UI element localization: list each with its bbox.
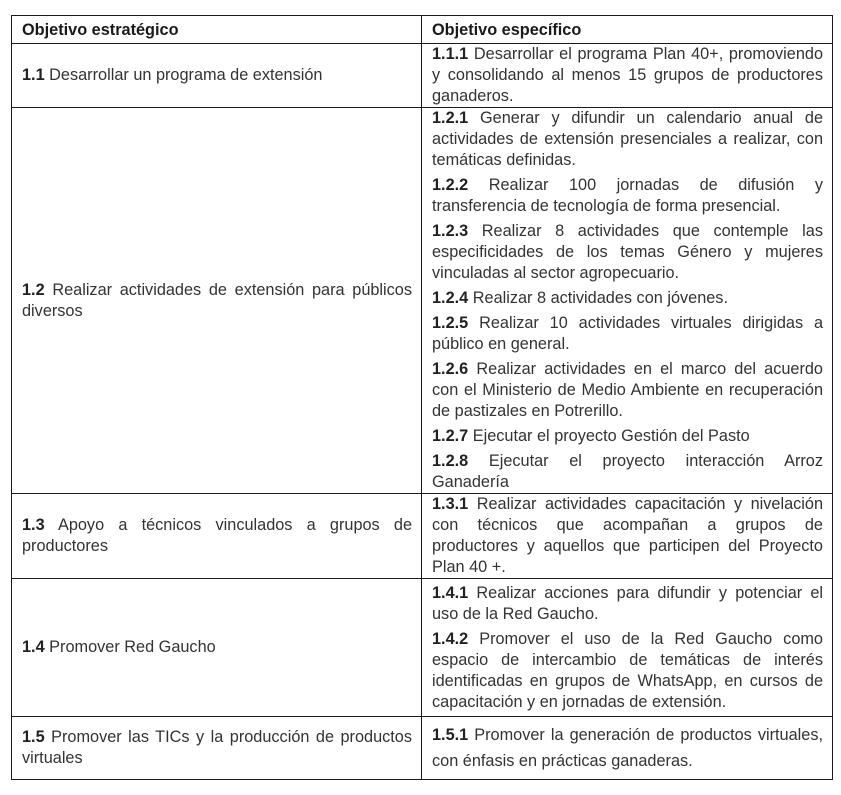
strategic-objective-cell xyxy=(12,717,422,780)
specific-objective xyxy=(432,44,823,107)
objective-code: 1.4.1 xyxy=(432,583,469,602)
objective-text: Ejecutar el proyecto interacción Arroz Ganadería xyxy=(432,452,823,491)
table-row xyxy=(12,717,833,780)
objective-code: 1.1.1 xyxy=(432,45,469,63)
objective-text: Apoyo a técnicos vinculados a grupos de productores xyxy=(22,516,413,555)
objective-code: 1.3.1 xyxy=(432,495,469,513)
objective-code: 1.2.6 xyxy=(432,360,469,378)
specific-objectives-cell xyxy=(422,108,833,494)
table-row xyxy=(12,108,833,494)
objective-code: 1.2.1 xyxy=(432,109,469,127)
objective-code: 1.5 xyxy=(22,728,45,746)
objective-code: 1.2.3 xyxy=(432,222,469,240)
objective-text: Realizar 100 jornadas de difusión y transferencia de tecnología de forma presencial. xyxy=(432,176,823,215)
specific-objective xyxy=(432,288,823,309)
objectives-table xyxy=(11,15,833,780)
objective-text: Realizar 8 actividades con jóvenes. xyxy=(472,289,728,307)
objective-code: 1.2.2 xyxy=(432,176,469,194)
strategic-objective-cell xyxy=(12,579,422,717)
objective-text: Realizar actividades en el marco del acuerdo con el Ministerio de Medio Ambiente en recuperación de pastizales en Potrerillo. xyxy=(432,360,823,420)
specific-objectives-cell xyxy=(422,717,833,780)
objective-code: 1.2.7 xyxy=(432,427,469,445)
objective-code: 1.2.5 xyxy=(432,314,469,332)
objective-code: 1.5.1 xyxy=(432,726,469,744)
header-strategic-objective: Objetivo estratégico xyxy=(12,16,422,44)
specific-objective xyxy=(432,359,823,422)
header-row xyxy=(12,16,833,44)
objective-text: Realizar 10 actividades virtuales dirigidas a público en general. xyxy=(432,314,824,353)
objective-text: Promover Red Gaucho xyxy=(49,638,216,656)
table-row xyxy=(12,44,833,108)
specific-objective xyxy=(432,108,823,171)
specific-objective xyxy=(432,426,823,447)
specific-objective xyxy=(432,313,823,355)
specific-objectives-cell xyxy=(422,44,833,108)
table-row xyxy=(12,579,833,717)
objective-text: Promover las TICs y la producción de productos virtuales xyxy=(22,728,412,767)
table-header xyxy=(12,16,833,44)
objective-code: 1.2.8 xyxy=(432,452,469,470)
objective-text: Ejecutar el proyecto Gestión del Pasto xyxy=(472,427,750,445)
objective-text: Promover la generación de productos virtuales, con énfasis en prácticas ganaderas. xyxy=(432,726,824,770)
objective-text: Promover el uso de la Red Gaucho como espacio de intercambio de temáticas de interés identificadas en grupos de WhatsApp, en cursos de capacitación y en jornadas de extensión. xyxy=(432,629,823,711)
header-specific-objective: Objetivo específico xyxy=(422,16,833,44)
objective-text: Realizar 8 actividades que contemple las especificidades de los temas Género y mujeres vinculadas al sector agropecuario. xyxy=(432,222,823,282)
objective-text: Realizar actividades de extensión para públicos diversos xyxy=(22,280,413,320)
strategic-objective-cell xyxy=(12,494,422,579)
specific-objective xyxy=(432,451,823,493)
specific-objectives-cell xyxy=(422,494,833,579)
objective-text: Realizar actividades capacitación y nivelación con técnicos que acompañan a grupos de productores y aquellos que participen del Proyecto Plan 40 +. xyxy=(432,495,823,576)
specific-objective xyxy=(432,583,823,625)
specific-objectives-cell xyxy=(422,579,833,717)
objective-code: 1.2 xyxy=(22,280,45,299)
strategic-objective-cell xyxy=(12,44,422,108)
specific-objective xyxy=(432,722,823,774)
specific-objective xyxy=(432,629,823,713)
objective-code: 1.3 xyxy=(22,516,45,534)
specific-objective xyxy=(432,494,823,578)
objective-code: 1.2.4 xyxy=(432,289,469,307)
specific-objective xyxy=(432,175,823,217)
table-row xyxy=(12,494,833,579)
objective-text: Desarrollar un programa de extensión xyxy=(49,66,323,84)
objective-text: Generar y difundir un calendario anual de actividades de extensión presenciales a realizar, con temáticas definidas. xyxy=(432,109,823,169)
objective-text: Desarrollar el programa Plan 40+, promoviendo y consolidando al menos 15 grupos de productores ganaderos. xyxy=(432,45,823,105)
objective-code: 1.1 xyxy=(22,66,45,84)
objective-code: 1.4.2 xyxy=(432,629,469,648)
table-body xyxy=(12,44,833,780)
objective-code: 1.4 xyxy=(22,638,45,656)
objective-text: Realizar acciones para difundir y potenciar el uso de la Red Gaucho. xyxy=(432,583,823,623)
strategic-objective-cell xyxy=(12,108,422,494)
specific-objective xyxy=(432,221,823,284)
